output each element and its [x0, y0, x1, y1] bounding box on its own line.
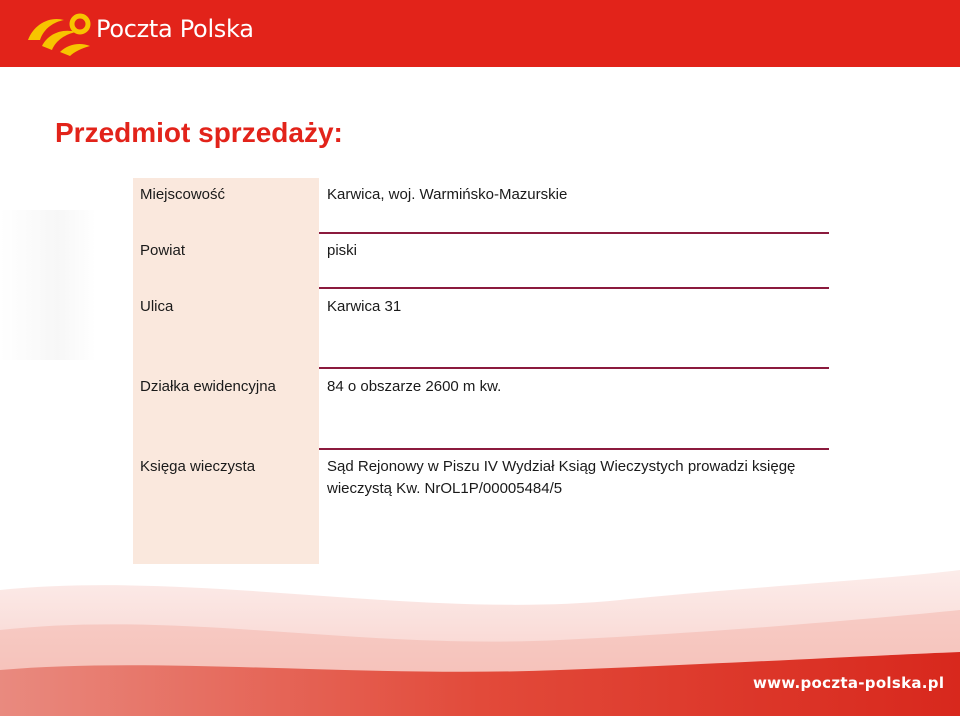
poczta-polska-horn-logo-icon: [24, 10, 94, 56]
value-powiat: piski: [327, 242, 358, 259]
header-bar: [0, 0, 960, 67]
value-ulica: Karwica 31: [327, 298, 402, 315]
label-dzialka: Działka ewidencyjna: [140, 378, 276, 395]
row-divider: [319, 448, 829, 450]
footer-url: www.poczta-polska.pl: [753, 674, 945, 692]
background-decoration: [0, 210, 96, 360]
row-divider: [319, 287, 829, 289]
label-column-background: [133, 178, 319, 564]
slide-title: Przedmiot sprzedaży:: [55, 117, 343, 148]
row-divider: [319, 367, 829, 369]
value-dzialka: 84 o obszarze 2600 m kw.: [327, 378, 502, 395]
label-ksiega: Księga wieczysta: [140, 458, 256, 475]
brand-name: Poczta Polska: [96, 15, 254, 43]
value-miejscowosc: Karwica, woj. Warmińsko-Mazurskie: [327, 186, 568, 203]
footer-wave: [0, 560, 960, 716]
label-powiat: Powiat: [140, 242, 186, 259]
value-ksiega: Sąd Rejonowy w Piszu IV Wydział Ksiąg Wieczystych prowadzi księgę wieczystą Kw. NrOL1P/00005484/5: [327, 458, 796, 497]
label-ulica: Ulica: [140, 298, 174, 315]
label-miejscowosc: Miejscowość: [140, 186, 226, 203]
row-divider: [319, 232, 829, 234]
